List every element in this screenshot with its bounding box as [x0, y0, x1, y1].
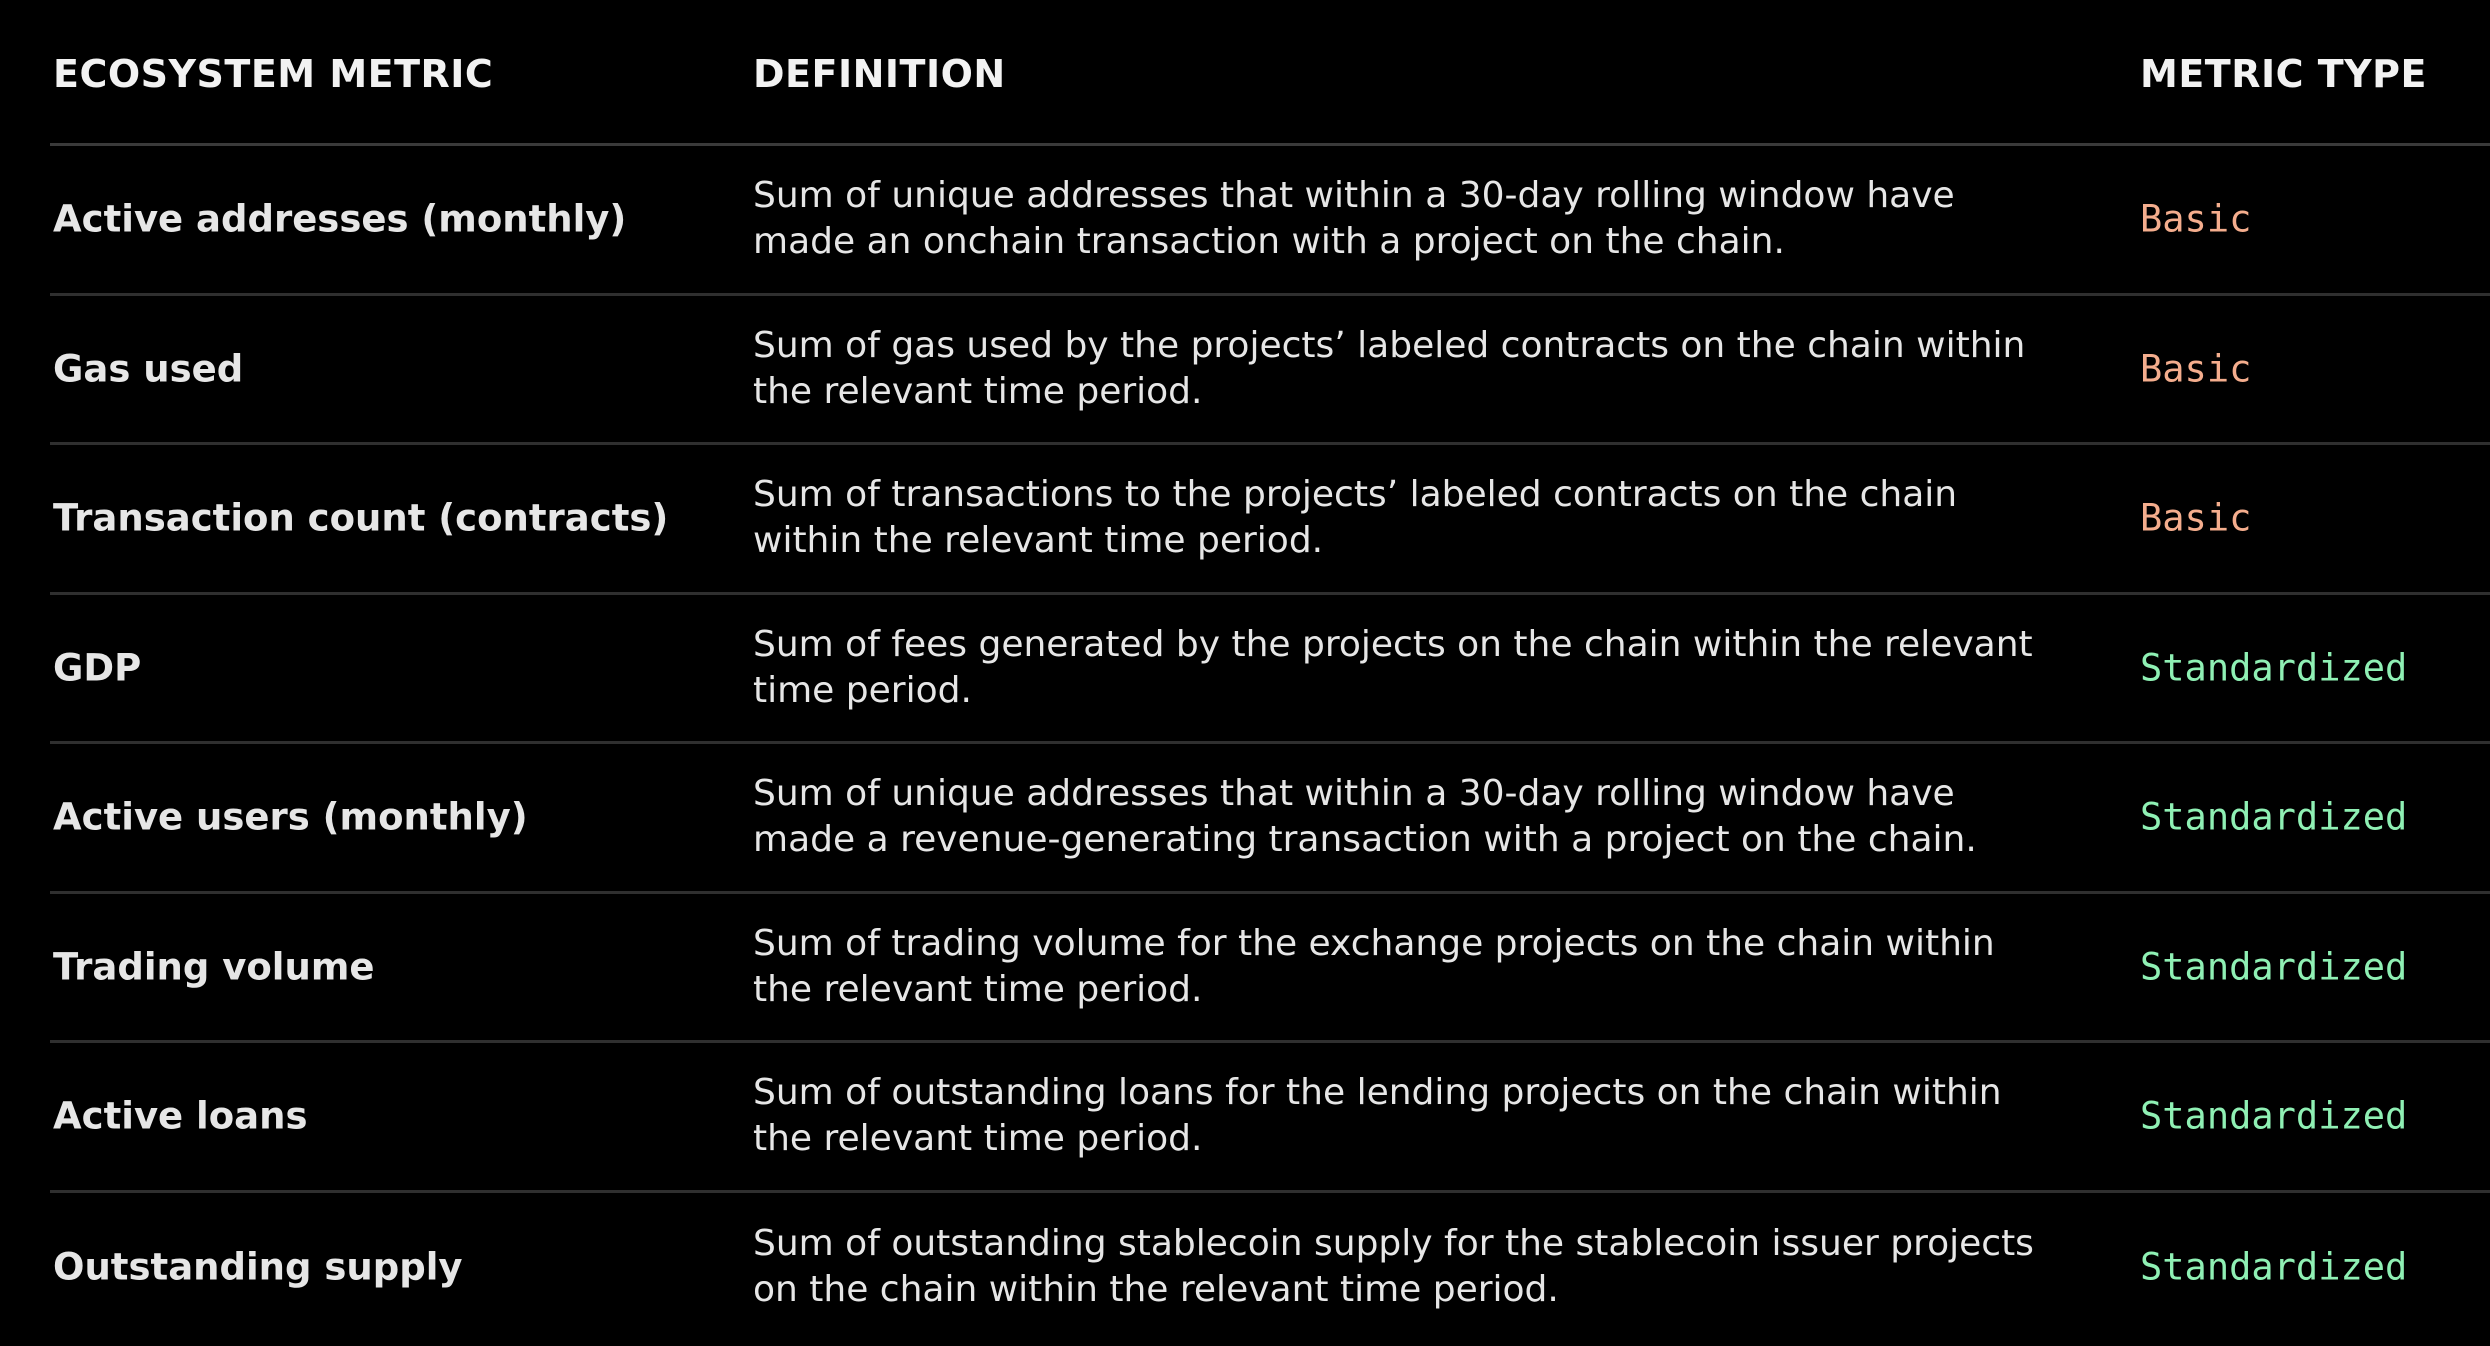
- table-row: [50, 894, 2490, 1044]
- metric-type-badge: Standardized: [2140, 1245, 2408, 1289]
- header-metric-type: METRIC TYPE: [2140, 52, 2427, 96]
- table-row: [50, 146, 2490, 296]
- header-definition: DEFINITION: [753, 52, 1006, 96]
- metric-definition: Sum of gas used by the projects’ labeled contracts on the chain within the relevant time period.: [753, 324, 2026, 412]
- metric-definition: Sum of unique addresses that within a 30-day rolling window have made an onchain transaction with a project on the chain.: [753, 175, 1955, 263]
- table-row: [50, 1043, 2490, 1193]
- metric-name: Active loans: [53, 1094, 308, 1138]
- table-row: [50, 296, 2490, 446]
- metric-type-badge: Basic: [2140, 347, 2252, 391]
- table-row: [50, 744, 2490, 894]
- metric-type-badge: Basic: [2140, 197, 2252, 241]
- metric-type-badge: Basic: [2140, 496, 2252, 540]
- metric-definition: Sum of unique addresses that within a 30-day rolling window have made a revenue-generating transaction with a project on the chain.: [753, 773, 1977, 861]
- metric-name: Trading volume: [53, 945, 375, 989]
- metric-name: Gas used: [53, 347, 244, 391]
- metric-type-badge: Standardized: [2140, 795, 2408, 839]
- metric-definition: Sum of outstanding loans for the lending projects on the chain within the relevant time period.: [753, 1072, 2002, 1160]
- metric-name: GDP: [53, 646, 142, 690]
- metric-name: Outstanding supply: [53, 1245, 463, 1289]
- metric-type-badge: Standardized: [2140, 1094, 2408, 1138]
- metric-name: Active addresses (monthly): [53, 197, 627, 241]
- table-row: [50, 1193, 2490, 1343]
- metric-definition: Sum of trading volume for the exchange projects on the chain within the relevant time period.: [753, 922, 1995, 1010]
- metric-definition: Sum of transactions to the projects’ labeled contracts on the chain within the relevant time period.: [753, 474, 1958, 562]
- metric-name: Active users (monthly): [53, 795, 528, 839]
- metrics-table: [50, 0, 2490, 1342]
- metric-definition: Sum of fees generated by the projects on the chain within the relevant time period.: [753, 623, 2033, 711]
- metric-definition: Sum of outstanding stablecoin supply for the stablecoin issuer projects on the chain within the relevant time period.: [753, 1223, 2034, 1311]
- metric-type-badge: Standardized: [2140, 646, 2408, 690]
- table-row: [50, 445, 2490, 595]
- metric-name: Transaction count (contracts): [53, 496, 669, 540]
- table-row: [50, 595, 2490, 745]
- header-ecosystem-metric: ECOSYSTEM METRIC: [53, 52, 494, 96]
- table-header: [50, 0, 2490, 146]
- metric-type-badge: Standardized: [2140, 945, 2408, 989]
